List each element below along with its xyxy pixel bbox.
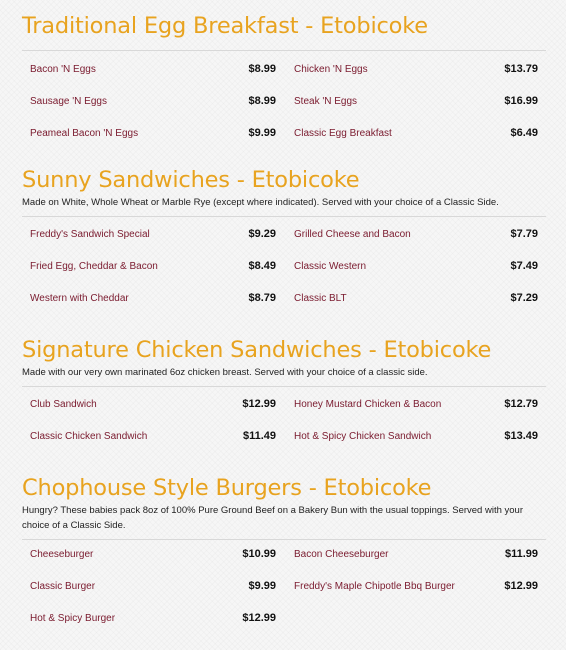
menu-item[interactable] [294,123,538,143]
item-price: $8.99 [248,95,276,107]
menu-item[interactable] [294,426,538,446]
item-name: Freddy's Sandwich Special [30,228,150,240]
menu-item[interactable] [294,59,538,79]
item-name: Honey Mustard Chicken & Bacon [294,398,442,410]
item-price: $16.99 [504,95,538,107]
item-price: $9.99 [248,127,276,139]
item-price: $13.49 [504,430,538,442]
item-name: Peameal Bacon 'N Eggs [30,127,139,139]
item-name: Sausage 'N Eggs [30,95,107,107]
menu-item[interactable] [30,256,276,276]
item-price: $6.49 [510,127,538,139]
section-description: Hungry? These babies pack 8oz of 100% Pure Ground Beef on a Bakery Bun with the usual toppings. Served with your choice of a Classic Side. [22,505,523,531]
item-price: $11.99 [504,548,538,560]
item-price: $8.49 [248,260,276,272]
item-price: $12.79 [504,398,538,410]
section-description: Made on White, Whole Wheat or Marble Rye (except where indicated). Served with your choice of a Classic Side. [22,197,499,208]
menu-item[interactable] [30,544,276,564]
item-price: $9.29 [248,228,276,240]
item-price: $13.79 [504,63,538,75]
section-description: Made with our very own marinated 6oz chicken breast. Served with your choice of a classic side. [22,367,428,378]
menu-item[interactable] [294,576,538,596]
item-price: $8.79 [248,292,276,304]
section-divider [22,539,546,540]
menu-item[interactable] [294,91,538,111]
item-name: Bacon 'N Eggs [30,63,96,75]
section-signature-chicken [22,336,546,442]
item-price: $9.99 [248,580,276,592]
item-name: Hot & Spicy Burger [30,612,116,624]
menu-item[interactable] [294,394,538,414]
item-price: $7.79 [510,228,538,240]
item-name: Steak 'N Eggs [294,95,358,107]
item-name: Western with Cheddar [30,292,129,304]
item-price: $8.99 [248,63,276,75]
item-name: Cheeseburger [30,548,94,560]
section-divider [22,216,546,217]
item-name: Fried Egg, Cheddar & Bacon [30,260,158,272]
item-price: $10.99 [242,548,276,560]
item-name: Chicken 'N Eggs [294,63,368,75]
section-divider [22,50,546,51]
section-title: Sunny Sandwiches - Etobicoke [22,167,360,193]
menu-item[interactable] [294,224,538,244]
item-price: $7.29 [510,292,538,304]
section-divider [22,386,546,387]
item-name: Classic BLT [294,292,347,304]
item-name: Classic Western [294,260,367,272]
item-name: Classic Egg Breakfast [294,127,392,139]
menu-item[interactable] [30,608,276,628]
item-name: Classic Burger [30,580,96,592]
item-name: Bacon Cheeseburger [294,548,389,560]
menu-item[interactable] [294,544,538,564]
section-title: Traditional Egg Breakfast - Etobicoke [22,13,428,39]
item-name: Classic Chicken Sandwich [30,430,148,442]
item-name: Hot & Spicy Chicken Sandwich [294,430,432,442]
section-title: Signature Chicken Sandwiches - Etobicoke [22,337,492,363]
item-price: $12.99 [504,580,538,592]
menu-item[interactable] [30,123,276,143]
menu-item[interactable] [30,576,276,596]
menu-item[interactable] [30,426,276,446]
menu-item[interactable] [30,394,276,414]
menu-item[interactable] [30,59,276,79]
item-price: $12.99 [242,612,276,624]
menu-item[interactable] [30,224,276,244]
section-sunny-sandwiches [22,166,546,304]
menu-item[interactable] [294,256,538,276]
item-price: $12.99 [242,398,276,410]
section-title: Chophouse Style Burgers - Etobicoke [22,475,432,501]
item-name: Club Sandwich [30,398,97,410]
item-name: Freddy's Maple Chipotle Bbq Burger [294,580,455,592]
item-price: $7.49 [510,260,538,272]
section-egg-breakfast [22,12,546,139]
menu-item[interactable] [30,91,276,111]
menu-item[interactable] [30,288,276,308]
section-chophouse-burgers [22,474,546,624]
item-name: Grilled Cheese and Bacon [294,228,411,240]
menu-item[interactable] [294,288,538,308]
item-price: $11.49 [242,430,276,442]
